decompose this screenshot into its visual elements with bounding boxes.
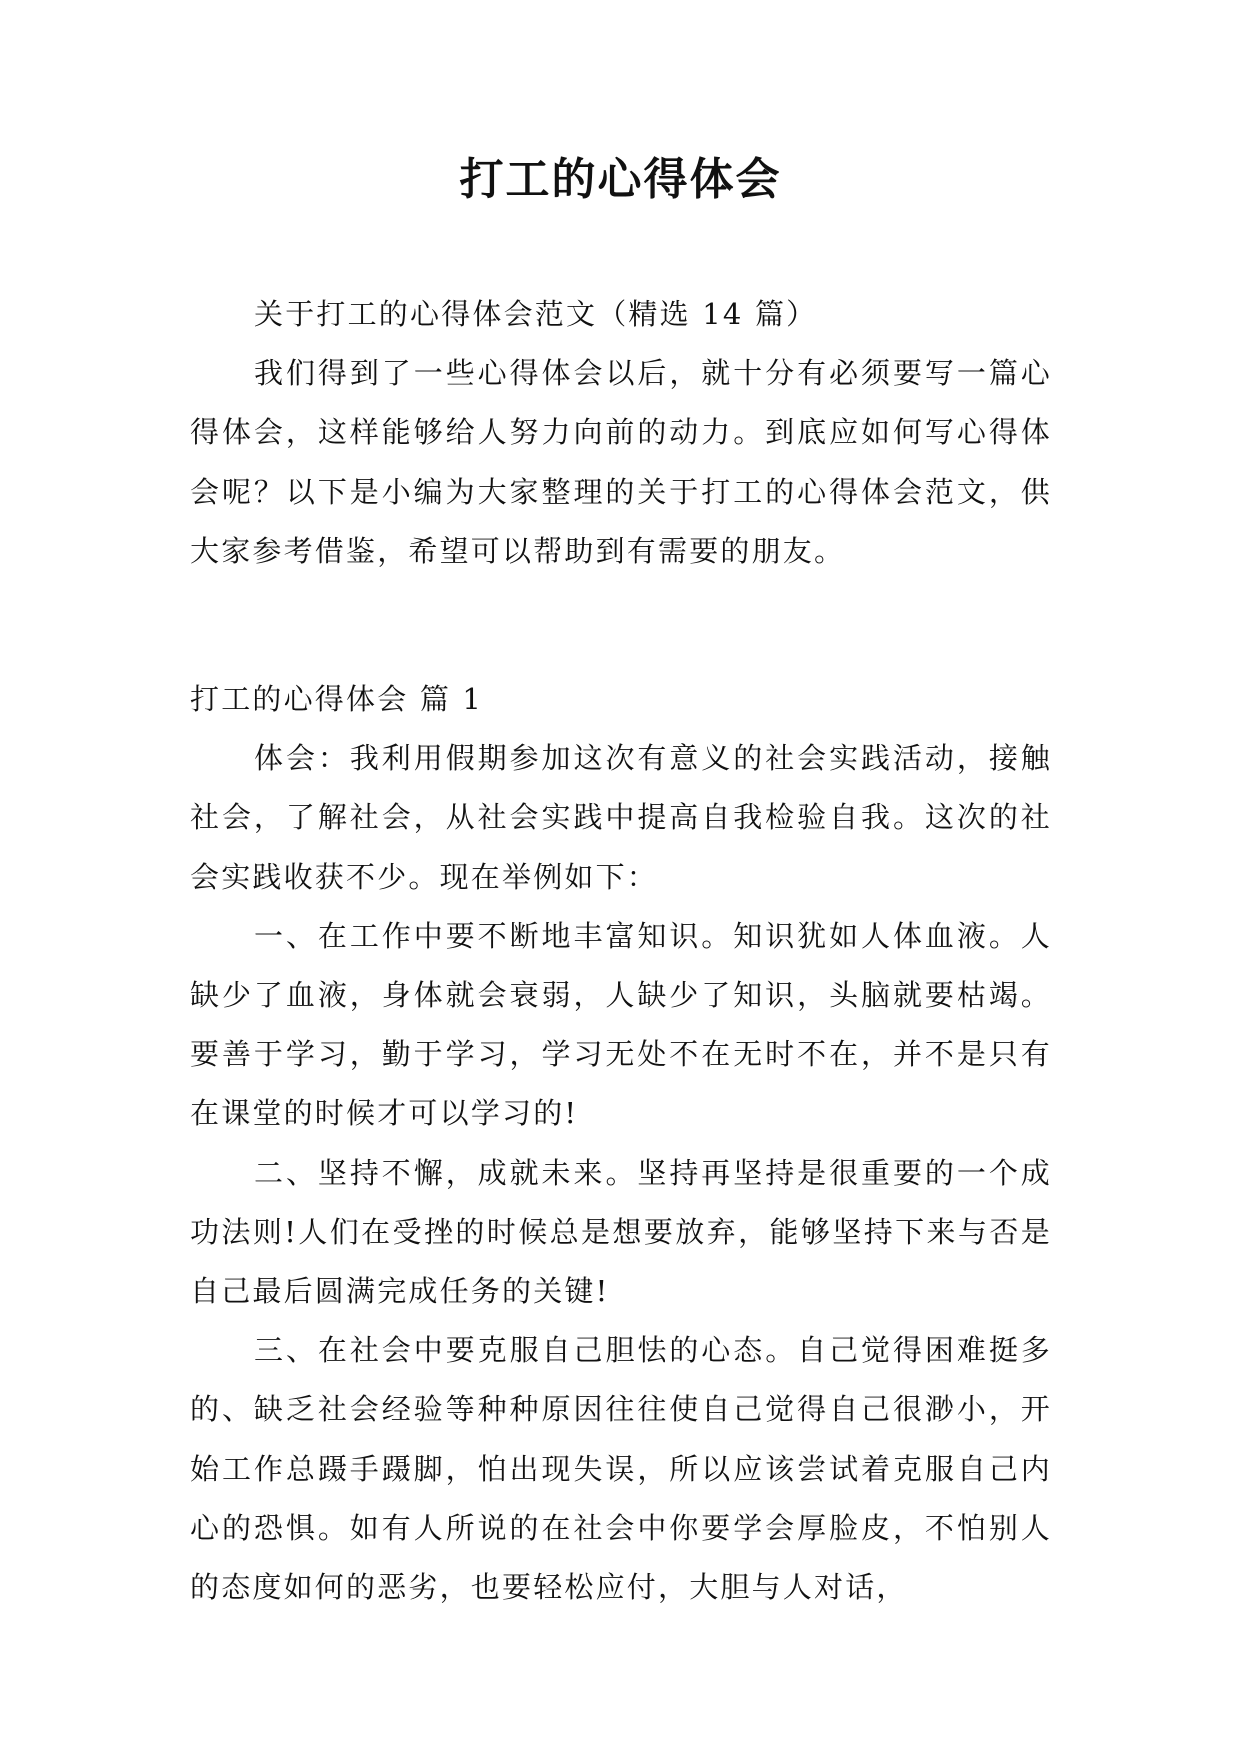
body-paragraph-3: 二、坚持不懈，成就未来。坚持再坚持是很重要的一个成功法则!人们在受挫的时候总是想要放弃，能够坚持下来与否是自己最后圆满完成任务的关键! xyxy=(190,1155,1052,1309)
document-body xyxy=(190,285,1052,1617)
intro-paragraph: 我们得到了一些心得体会以后，就十分有必须要写一篇心得体会，这样能够给人努力向前的动力。到底应如何写心得体会呢？以下是小编为大家整理的关于打工的心得体会范文，供大家参考借鉴，希望可以帮助到有需要的朋友。 xyxy=(190,356,1052,568)
body-paragraph-1: 体会：我利用假期参加这次有意义的社会实践活动，接触社会，了解社会，从社会实践中提高自我检验自我。这次的社会实践收获不少。现在举例如下： xyxy=(190,741,1052,894)
intro-heading: 关于打工的心得体会范文（精选 14 篇） xyxy=(254,297,818,331)
body-paragraph-2: 一、在工作中要不断地丰富知识。知识犹如人体血液。人缺少了血液，身体就会衰弱，人缺少了知识，头脑就要枯竭。要善于学习，勤于学习，学习无处不在无时不在，并不是只有在课堂的时候才可以学习的! xyxy=(190,918,1052,1131)
body-paragraph-4: 三、在社会中要克服自己胆怯的心态。自己觉得困难挺多的、缺乏社会经验等种种原因往往使自己觉得自己很渺小，开始工作总蹑手蹑脚，怕出现失误，所以应该尝试着克服自己内心的恐惧。如有人所说的在社会中你要学会厚脸皮，不怕别人的态度如何的恶劣，也要轻松应付，大胆与人对话， xyxy=(190,1333,1052,1605)
document-title: 打工的心得体会 xyxy=(459,154,782,205)
section-spacer xyxy=(190,581,1052,670)
section-heading: 打工的心得体会 篇 1 xyxy=(190,682,484,717)
